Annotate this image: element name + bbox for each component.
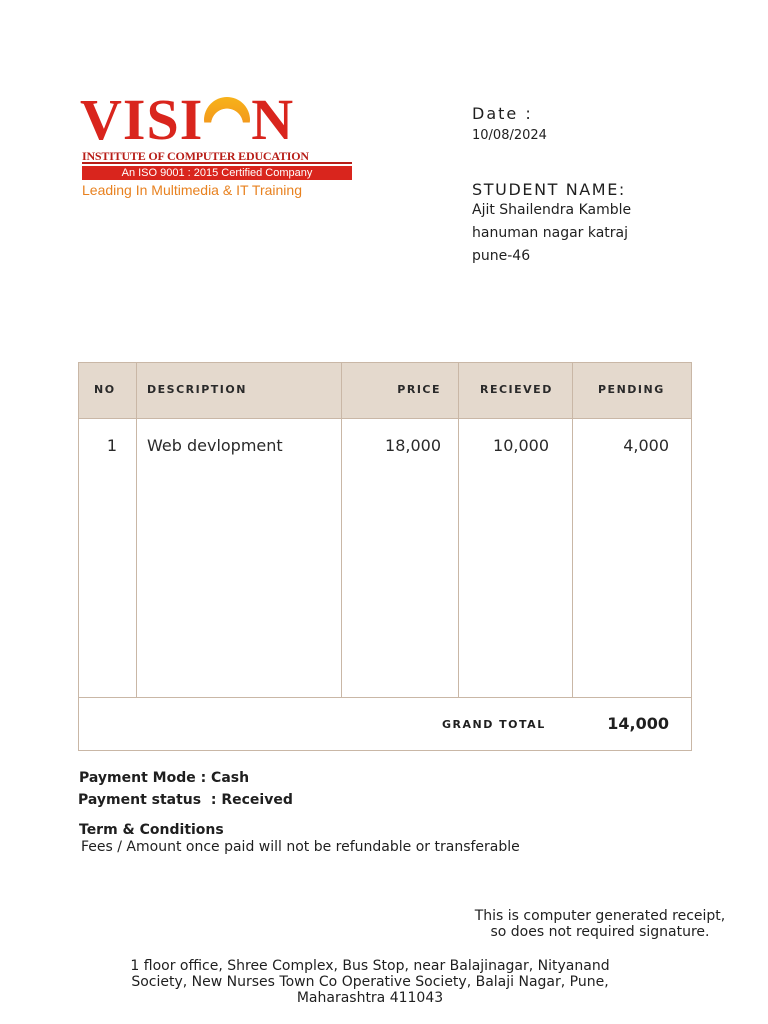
row-received: 10,000 xyxy=(493,436,549,455)
total-divider xyxy=(79,697,691,698)
column-header-pending: PENDING xyxy=(598,383,665,396)
column-header-description: DESCRIPTION xyxy=(147,383,247,396)
column-divider xyxy=(341,363,342,697)
institute-logo xyxy=(80,87,355,200)
logo-word-left: VISI xyxy=(80,87,204,152)
receipt-note-line: so does not required signature. xyxy=(490,924,710,940)
grand-total-label: GRAND TOTAL xyxy=(442,718,546,731)
student-name-label: STUDENT NAME: xyxy=(472,180,626,199)
row-price: 18,000 xyxy=(385,436,441,455)
date-label: Date : xyxy=(472,104,533,123)
row-no: 1 xyxy=(106,436,117,455)
student-name: Ajit Shailendra Kamble xyxy=(472,202,632,218)
column-header-no: NO xyxy=(94,383,116,396)
terms-title: Term & Conditions xyxy=(79,822,224,838)
grand-total-value: 14,000 xyxy=(607,714,669,733)
column-header-received: RECIEVED xyxy=(480,383,553,396)
sun-icon xyxy=(204,97,250,143)
payment-status: Payment status : Received xyxy=(78,792,293,808)
logo-word-right: N xyxy=(251,87,295,152)
column-header-price: PRICE xyxy=(397,383,441,396)
logo-institute-name: INSTITUTE OF COMPUTER EDUCATION xyxy=(82,150,352,164)
payment-mode: Payment Mode : Cash xyxy=(79,770,250,786)
date-value: 10/08/2024 xyxy=(472,128,547,143)
column-divider xyxy=(458,363,459,697)
address-line: Society, New Nurses Town Co Operative Society, Balaji Nagar, Pune, xyxy=(131,974,609,990)
column-divider xyxy=(136,363,137,697)
row-pending: 4,000 xyxy=(623,436,669,455)
logo-iso-banner: An ISO 9001 : 2015 Certified Company xyxy=(82,166,352,180)
header-divider xyxy=(79,418,691,419)
student-address-line: pune-46 xyxy=(472,248,531,264)
institute-address xyxy=(100,958,640,1006)
logo-tagline: Leading In Multimedia & IT Training xyxy=(82,182,302,198)
address-line: 1 floor office, Shree Complex, Bus Stop, near Balajinagar, Nityanand xyxy=(130,958,610,974)
fee-table xyxy=(78,362,692,751)
column-divider xyxy=(572,363,573,697)
logo-wordmark xyxy=(80,87,295,152)
receipt-note-line: This is computer generated receipt, xyxy=(474,908,726,924)
student-address-line: hanuman nagar katraj xyxy=(472,225,629,241)
row-description: Web devlopment xyxy=(147,436,283,455)
terms-text: Fees / Amount once paid will not be refundable or transferable xyxy=(81,839,520,855)
address-line: Maharashtra 411043 xyxy=(296,990,444,1006)
receipt-note xyxy=(450,908,750,940)
